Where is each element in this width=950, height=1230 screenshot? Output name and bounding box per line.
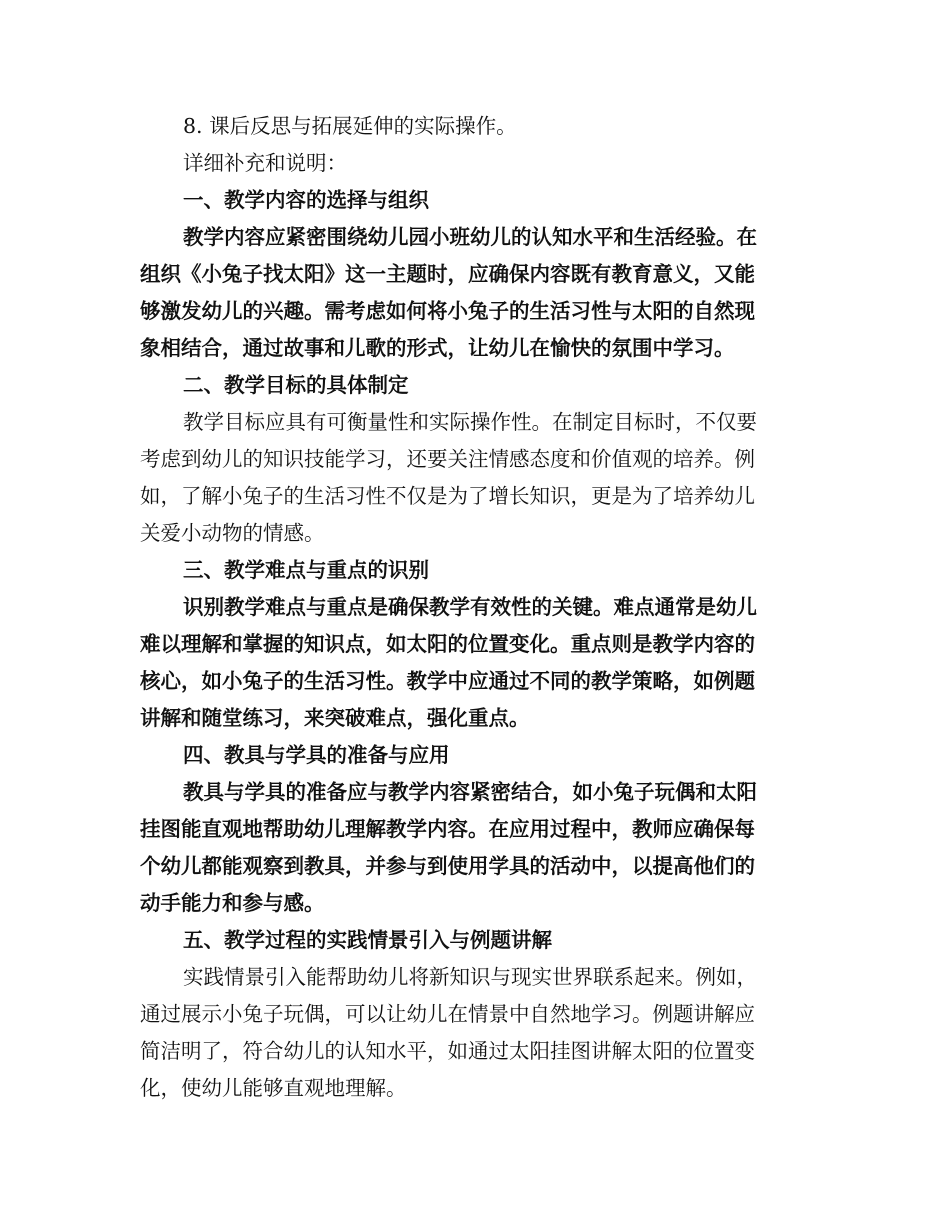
section-1-line-3: 够激发幼儿的兴趣。需考虑如何将小兔子的生活习性与太阳的自然现 [140,299,755,323]
section-4-line-2: 挂图能直观地帮助幼儿理解教学内容。在应用过程中，教师应确保每 [140,817,755,841]
section-heading-4: 四、教具与学具的准备与应用 [183,743,450,767]
section-3-line-3: 核心，如小兔子的生活习性。教学中应通过不同的教学策略，如例题 [140,669,755,693]
section-4-line-3: 个幼儿都能观察到教具，并参与到使用学具的活动中，以提高他们的 [140,854,755,878]
section-2-line-3: 如，了解小兔子的生活习性不仅是为了增长知识，更是为了培养幼儿 [140,484,755,508]
section-heading-5: 五、教学过程的实践情景引入与例题讲解 [183,928,552,952]
section-2-line-4: 关爱小动物的情感。 [140,521,325,545]
section-1-line-1: 教学内容应紧密围绕幼儿园小班幼儿的认知水平和生活经验。在 [183,225,757,249]
section-3-line-1: 识别教学难点与重点是确保教学有效性的关键。难点通常是幼儿 [183,595,757,619]
list-item-8: 8. 课后反思与拓展延伸的实际操作。 [183,114,517,138]
intro-heading: 详细补充和说明： [183,151,347,175]
section-3-line-4: 讲解和随堂练习，来突破难点，强化重点。 [140,706,530,730]
section-4-line-4: 动手能力和参与感。 [140,891,325,915]
section-2-line-1: 教学目标应具有可衡量性和实际操作性。在制定目标时，不仅要 [183,410,757,434]
section-heading-1: 一、教学内容的选择与组织 [183,188,429,212]
section-5-line-4: 化，使幼儿能够直观地理解。 [140,1076,407,1100]
section-1-line-2: 组织《小兔子找太阳》这一主题时，应确保内容既有教育意义，又能 [140,262,755,286]
document-page [140,108,794,1107]
section-4-line-1: 教具与学具的准备应与教学内容紧密结合，如小兔子玩偶和太阳 [183,780,757,804]
section-1-line-4: 象相结合，通过故事和儿歌的形式，让幼儿在愉快的氛围中学习。 [140,336,735,360]
section-2-line-2: 考虑到幼儿的知识技能学习，还要关注情感态度和价值观的培养。例 [140,447,755,471]
section-5-line-1: 实践情景引入能帮助幼儿将新知识与现实世界联系起来。例如， [183,965,757,989]
section-3-line-2: 难以理解和掌握的知识点，如太阳的位置变化。重点则是教学内容的 [140,632,755,656]
section-heading-3: 三、教学难点与重点的识别 [183,558,429,582]
section-heading-2: 二、教学目标的具体制定 [183,373,409,397]
section-5-line-3: 简洁明了，符合幼儿的认知水平，如通过太阳挂图讲解太阳的位置变 [140,1039,755,1063]
section-5-line-2: 通过展示小兔子玩偶，可以让幼儿在情景中自然地学习。例题讲解应 [140,1002,755,1026]
